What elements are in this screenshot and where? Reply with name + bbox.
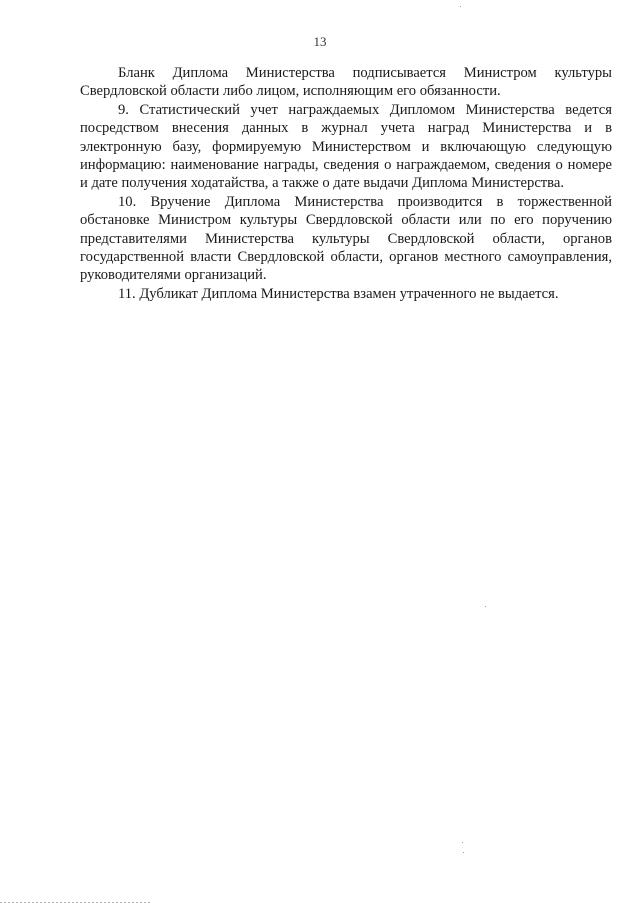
scan-speck: [485, 606, 486, 607]
scan-edge-artifact: [0, 902, 150, 903]
paragraph-9-statistics: 9. Статистический учет награждаемых Дипломом Министерства ведется посредством внесения данных в журнал учета наград Министерства и в электронную базу, формируемую Министерством и включающую следующую информацию: наименование награды, сведения о награждаемом, сведения о номере и дате получения ходатайства, а также о дате выдачи Диплома Министерства.: [80, 101, 612, 192]
scan-speck: [463, 852, 464, 853]
document-body: [80, 64, 612, 303]
scan-speck: [462, 842, 463, 843]
paragraph-11-duplicate: 11. Дубликат Диплома Министерства взамен утраченного не выдается.: [118, 285, 559, 302]
paragraph-10-presentation: 10. Вручение Диплома Министерства производится в торжественной обстановке Министром культуры Свердловской области или по его поручению представителями Министерства культуры Свердловской области, органов государственной власти Свердловской области, органов местного самоуправления, руководителями организаций.: [80, 193, 612, 284]
scan-speck: [460, 6, 461, 7]
page-number: 13: [313, 34, 327, 49]
paragraph-signing: Бланк Диплома Министерства подписывается Министром культуры Свердловской области либо лицом, исполняющим его обязанности.: [80, 65, 612, 100]
